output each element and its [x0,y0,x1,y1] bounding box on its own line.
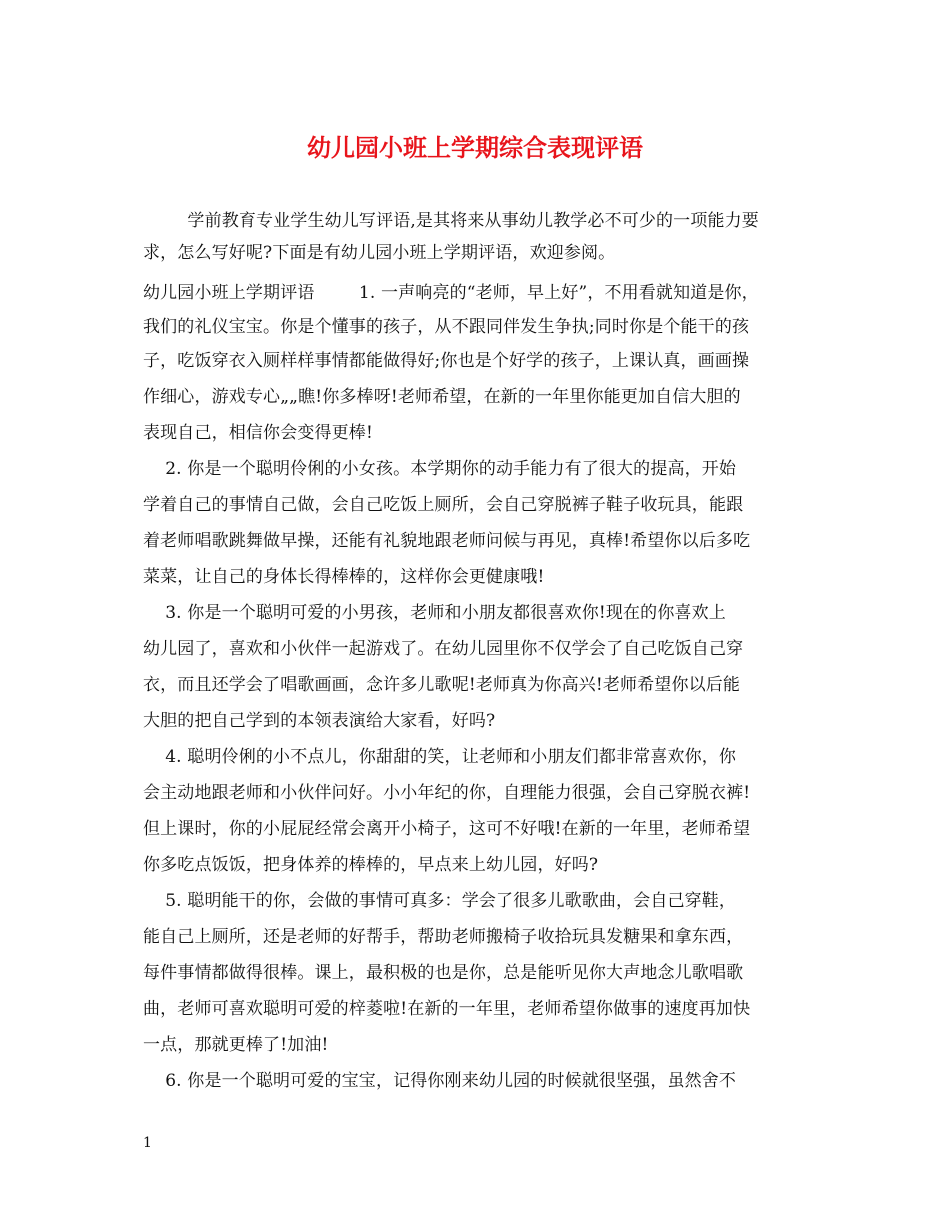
text-line: 2. 你是一个聪明伶俐的小女孩。本学期你的动手能力有了很大的提高，开始 [143,459,737,479]
text-line: 衣，而且还学会了唱歌画画，念许多儿歌呢!老师真为你高兴!老师希望你以后能 [143,675,741,695]
text-line: 6. 你是一个聪明可爱的宝宝，记得你刚来幼儿园的时候就很坚强，虽然舍不 [143,1071,737,1091]
text-line: 着老师唱歌跳舞做早操，还能有礼貌地跟老师问候与再见，真棒!希望你以后多吃 [143,531,751,551]
text-line: 你多吃点饭饭，把身体养的棒棒的，早点来上幼儿园，好吗? [143,855,599,875]
text-line: 曲，老师可喜欢聪明可爱的梓菱啦!在新的一年里，老师希望你做事的速度再加快 [143,999,751,1019]
text-line: 每件事情都做得很棒。课上，最积极的也是你，总是能听见你大声地念儿歌唱歌 [143,963,744,983]
text-line: 5. 聪明能干的你，会做的事情可真多：学会了很多儿歌歌曲，会自己穿鞋， [143,891,737,911]
text-line: 幼儿园小班上学期评语 1. 一声响亮的“老师，早上好”，不用看就知道是你， [143,283,759,303]
text-line: 学前教育专业学生幼儿写评语,是其将来从事幼儿教学必不可少的一项能力要 [143,211,759,231]
text-line: 会主动地跟老师和小伙伴问好。小小年纪的你，自理能力很强，会自己穿脱衣裤! [143,783,751,803]
page-title: 幼儿园小班上学期综合表现评语 [307,133,643,162]
text-line: 表现自己，相信你会变得更棒! [143,423,373,443]
text-line: 大胆的把自己学到的本领表演给大家看，好吗? [143,711,496,731]
text-line: 3. 你是一个聪明可爱的小男孩，老师和小朋友都很喜欢你!现在的你喜欢上 [143,603,726,623]
text-line: 4. 聪明伶俐的小不点儿，你甜甜的笑，让老师和小朋友们都非常喜欢你，你 [143,747,737,767]
text-line: 作细心，游戏专心„„瞧!你多棒呀!老师希望，在新的一年里你能更加自信大胆的 [143,387,741,407]
page-number: 1 [143,1135,152,1151]
text-line: 但上课时，你的小屁屁经常会离开小椅子，这可不好哦!在新的一年里，老师希望 [143,819,751,839]
text-line: 求，怎么写好呢?下面是有幼儿园小班上学期评语，欢迎参阅。 [143,243,616,263]
text-line: 子，吃饭穿衣入厕样样事情都能做得好;你也是个好学的孩子，上课认真，画画操 [143,351,750,371]
text-line: 一点，那就更棒了!加油! [143,1035,329,1055]
text-line: 我们的礼仪宝宝。你是个懂事的孩子，从不跟同伴发生争执;同时你是个能干的孩 [143,317,750,337]
text-line: 幼儿园了，喜欢和小伙伴一起游戏了。在幼儿园里你不仅学会了自己吃饭自己穿 [143,639,744,659]
text-line: 学着自己的事情自己做，会自己吃饭上厕所，会自己穿脱裤子鞋子收玩具，能跟 [143,495,744,515]
text-line: 能自己上厕所，还是老师的好帮手，帮助老师搬椅子收拾玩具发糖果和拿东西， [143,927,744,947]
text-line: 菜菜，让自己的身体长得棒棒的，这样你会更健康哦! [143,567,545,587]
